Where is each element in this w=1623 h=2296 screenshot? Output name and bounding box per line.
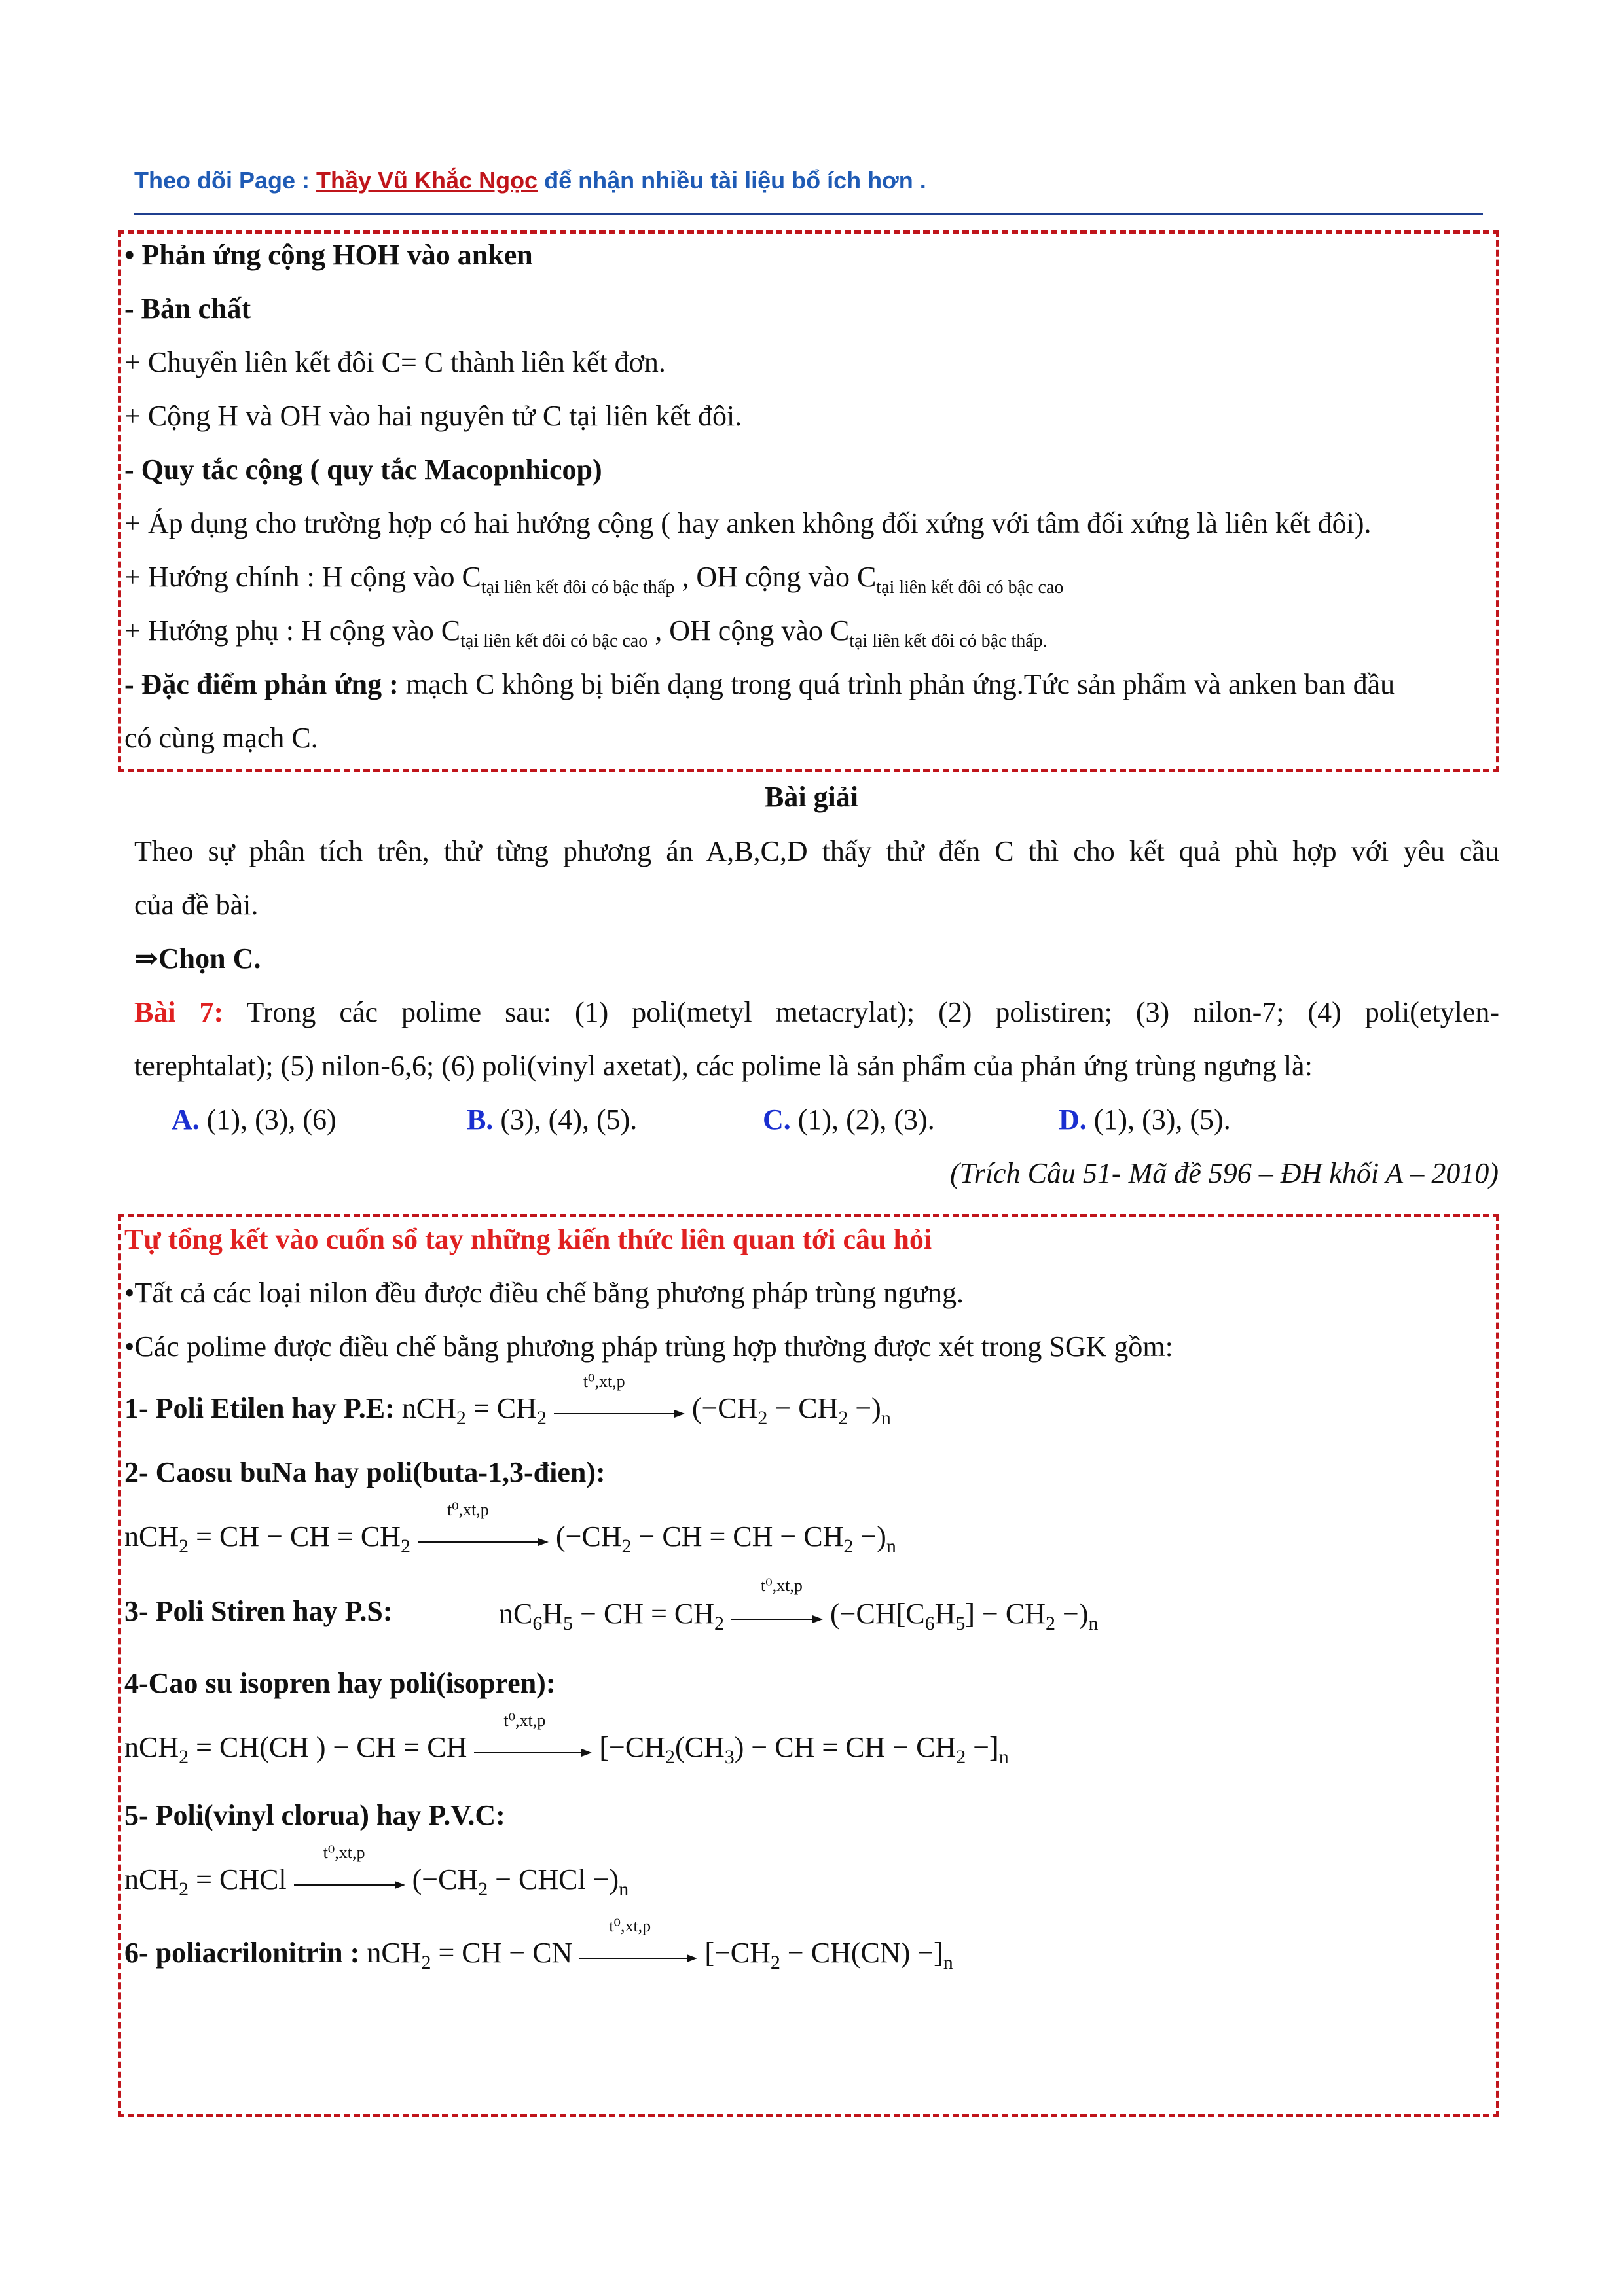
item-6-n: n xyxy=(943,1952,953,1973)
reaction-arrow xyxy=(579,1916,697,1970)
option-b-letter: B. xyxy=(467,1103,494,1136)
header-page-link[interactable]: Thầy Vũ Khắc Ngọc xyxy=(316,167,538,194)
reaction-arrow xyxy=(474,1710,592,1765)
exercise-q1-text: Trong các polime sau: (1) poli(metyl metacrylat); (2) polistiren; (3) nilon-7; (4) poli(etylen- xyxy=(223,996,1499,1028)
option-b-text: (3), (4), (5). xyxy=(493,1103,638,1136)
rule-heading: - Quy tắc cộng ( quy tắc Macopnhicop) xyxy=(124,454,602,486)
reaction-condition: t⁰,xt,p xyxy=(323,1842,365,1862)
main-dir-b: , OH cộng vào C xyxy=(674,561,877,593)
exercise-question-1 xyxy=(134,996,1499,1029)
side-dir-a: + Hướng phụ : H cộng vào C xyxy=(124,615,461,647)
solution-choice: ⇒Chọn C. xyxy=(134,942,261,975)
item-4-n: n xyxy=(998,1746,1009,1768)
item-4-label: 4-Cao su isopren hay poli(isopren): xyxy=(124,1667,556,1699)
header-suffix: để nhận nhiều tài liệu bổ ích hơn . xyxy=(538,167,926,194)
reaction-condition: t⁰,xt,p xyxy=(447,1499,489,1519)
reaction-condition: t⁰,xt,p xyxy=(609,1916,651,1935)
feature-text-2: có cùng mạch C. xyxy=(124,722,318,754)
item-2-label: 2- Caosu buNa hay poli(buta-1,3-đien): xyxy=(124,1456,606,1488)
item-3-n: n xyxy=(1088,1613,1099,1634)
arrow-icon xyxy=(474,1746,592,1759)
item-3-label: 3- Poli Stiren hay P.S: xyxy=(124,1595,393,1627)
reaction-arrow xyxy=(554,1371,685,1426)
option-a[interactable] xyxy=(172,1103,337,1136)
feature-text: mạch C không bị biến dạng trong quá trình phản ứng.Tức sản phẩm và anken ban đầu xyxy=(398,668,1395,700)
side-dir-sub-a: tại liên kết đôi có bậc cao xyxy=(460,631,648,651)
item-1-equation: $nCH_2 = CH_2$ t⁰,xt,p $(-CH_2 - CH_2 -)_n$ xyxy=(401,1371,891,1429)
item-1-label: 1- Poli Etilen hay P.E: xyxy=(124,1392,395,1424)
feature-heading: - Đặc điểm phản ứng : xyxy=(124,668,399,700)
arrow-icon xyxy=(418,1535,549,1549)
solution-text-1: Theo sự phân tích trên, thử từng phương án A,B,C,D thấy thử đến C thì cho kết quả phù hợp với yêu cầu xyxy=(134,835,1499,867)
header-divider xyxy=(134,213,1483,215)
arrow-icon xyxy=(294,1878,405,1892)
item-6-label: 6- poliacrilonitrin : xyxy=(124,1937,360,1969)
solution-text-2: của đề bài. xyxy=(134,889,259,921)
option-d-letter: D. xyxy=(1059,1103,1087,1136)
feature-line xyxy=(124,670,1395,699)
exercise-label: Bài 7: xyxy=(134,996,224,1028)
rule-point-1: + Áp dụng cho trường hợp có hai hướng cộng ( hay anken không đối xứng với tâm đối xứng là liên kết đôi). xyxy=(124,507,1372,539)
polymer-item-1 xyxy=(124,1371,891,1429)
box2-title: Tự tổng kết vào cuốn sổ tay những kiến thức liên quan tới câu hỏi xyxy=(124,1223,932,1255)
main-dir-sub-b: tại liên kết đôi có bậc cao xyxy=(876,577,1064,598)
arrow-icon xyxy=(554,1407,685,1420)
exercise-source: (Trích Câu 51- Mã đề 596 – ĐH khối A – 2010) xyxy=(950,1157,1499,1189)
main-direction xyxy=(124,563,1063,597)
option-c-text: (1), (2), (3). xyxy=(790,1103,935,1136)
item-5-equation: nCH$_2$ = CHCl t⁰,xt,p ($-CH_2$ − CHCl $-)_n$ xyxy=(124,1842,629,1900)
exercise-question-2: terephtalat); (5) nilon-6,6; (6) poli(vinyl axetat), các polime là sản phẩm của phản ứng trùng ngưng là: xyxy=(134,1050,1313,1082)
reaction-condition: t⁰,xt,p xyxy=(503,1710,546,1730)
option-a-letter: A. xyxy=(172,1103,200,1136)
item-2-equation: nCH$_2$ = CH − CH = $CH_2$ t⁰,xt,p ($-CH_2$ − CH = CH − $CH_2 -)_n$ xyxy=(124,1499,896,1557)
side-direction xyxy=(124,617,1048,651)
main-dir-sub-a: tại liên kết đôi có bậc thấp xyxy=(481,577,675,598)
reaction-condition: t⁰,xt,p xyxy=(761,1576,803,1596)
option-a-text: (1), (3), (6) xyxy=(199,1103,337,1136)
item-3-equation: $nC_6H_5$ − CH = $CH_2$ t⁰,xt,p $(-CH[C_6H_5] - CH_2 -)_n$ xyxy=(499,1576,1099,1634)
option-d[interactable] xyxy=(1059,1103,1231,1136)
nature-point-1: + Chuyển liên kết đôi C= C thành liên kết đơn. xyxy=(124,346,666,378)
reaction-arrow xyxy=(294,1842,405,1897)
side-dir-b: , OH cộng vào C xyxy=(647,615,850,647)
reaction-arrow xyxy=(731,1576,823,1633)
side-dir-sub-b: tại liên kết đôi có bậc thấp. xyxy=(849,631,1048,651)
nature-heading: - Bản chất xyxy=(124,293,251,325)
arrow-icon xyxy=(731,1613,823,1626)
main-dir-a: + Hướng chính : H cộng vào C xyxy=(124,561,481,593)
item-2-n: n xyxy=(886,1535,896,1557)
option-c[interactable] xyxy=(763,1103,935,1136)
item-4-equation: nCH$_2$ = CH(CH ) − CH = CH t⁰,xt,p [$-CH_2(CH_3)$ − CH = CH − $CH_2 -]_n$ xyxy=(124,1710,1009,1768)
box2-note-2: •Các polime được điều chế bằng phương pháp trùng hợp thường được xét trong SGK gồm: xyxy=(124,1331,1173,1363)
item-1-n: n xyxy=(881,1407,891,1429)
option-b[interactable] xyxy=(467,1103,637,1136)
item-5-n: n xyxy=(619,1878,629,1900)
solution-heading: Bài giải xyxy=(764,781,859,813)
item-6-equation: nCH$_2$ = CH − CN t⁰,xt,p $[-CH_2 - CH(CN) -]_n$ xyxy=(367,1916,953,1973)
page-header xyxy=(134,167,926,194)
box2-note-1: •Tất cả các loại nilon đều được điều chế bằng phương pháp trùng ngưng. xyxy=(124,1277,964,1309)
box1-title: • Phản ứng cộng HOH vào anken xyxy=(124,239,533,271)
polymer-item-6 xyxy=(124,1916,953,1973)
arrow-icon xyxy=(579,1952,697,1965)
reaction-arrow xyxy=(418,1499,549,1554)
option-c-letter: C. xyxy=(763,1103,791,1136)
reaction-condition: t⁰,xt,p xyxy=(583,1371,625,1391)
header-prefix: Theo dõi Page : xyxy=(134,167,317,194)
nature-point-2: + Cộng H và OH vào hai nguyên tử C tại liên kết đôi. xyxy=(124,400,742,432)
option-d-text: (1), (3), (5). xyxy=(1086,1103,1231,1136)
item-5-label: 5- Poli(vinyl clorua) hay P.V.C: xyxy=(124,1799,505,1831)
